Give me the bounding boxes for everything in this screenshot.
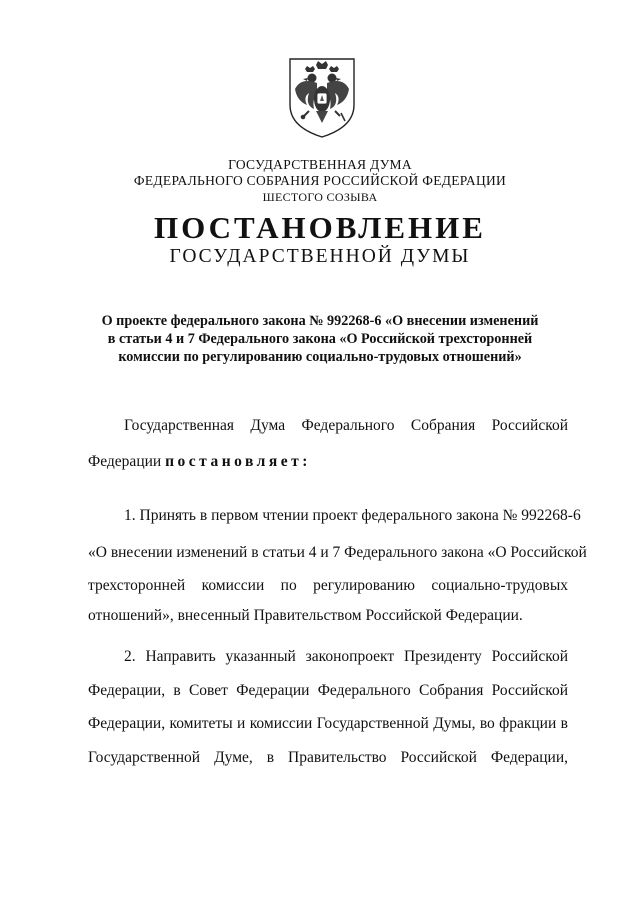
item1-line-2: «О внесении изменений в статьи 4 и 7 Федерального закона «О Российской [88, 544, 587, 561]
item2-line-1: 2. Направить указанный законопроект Президенту Российской [124, 648, 568, 665]
preamble-line-1: Государственная Дума Федерального Собрания Российской [124, 417, 568, 434]
convocation-line: ШЕСТОГО СОЗЫВА [262, 190, 378, 204]
document-title: ПОСТАНОВЛЕНИЕ [154, 210, 486, 245]
russian-coat-of-arms-icon [287, 55, 357, 140]
subject-line-3: комиссии по регулированию социально-трудовых отношений» [118, 349, 522, 365]
preamble-line-2 [88, 452, 568, 472]
org-name-line-2: ФЕДЕРАЛЬНОГО СОБРАНИЯ РОССИЙСКОЙ ФЕДЕРАЦИИ [133, 173, 507, 188]
resolves-word: постановляет: [165, 453, 311, 470]
item2-line-3: Федерации, комитеты и комиссии Государственной Думы, во фракции в [88, 715, 568, 732]
item2-line-4: Государственной Думе, в Правительство Российской Федерации, [88, 749, 568, 766]
item1-line-3: трехсторонней комиссии по регулированию социально-трудовых [88, 577, 568, 594]
item2-line-2: Федерации, в Совет Федерации Федерального Собрания Российской [88, 682, 568, 699]
preamble-line-2-start: Федерации [88, 453, 166, 470]
item1-line-4: отношений», внесенный Правительством Российской Федерации. [88, 607, 523, 624]
item1-line-1: 1. Принять в первом чтении проект федерального закона № 992268-6 [124, 507, 581, 524]
subject-line-1: О проекте федерального закона № 992268-6 «О внесении изменений [101, 313, 539, 329]
org-name-line-1: ГОСУДАРСТВЕННАЯ ДУМА [228, 157, 412, 172]
subject-line-2: в статьи 4 и 7 Федерального закона «О Российской трехсторонней [107, 331, 533, 347]
document-subtitle: ГОСУДАРСТВЕННОЙ ДУМЫ [169, 246, 471, 267]
